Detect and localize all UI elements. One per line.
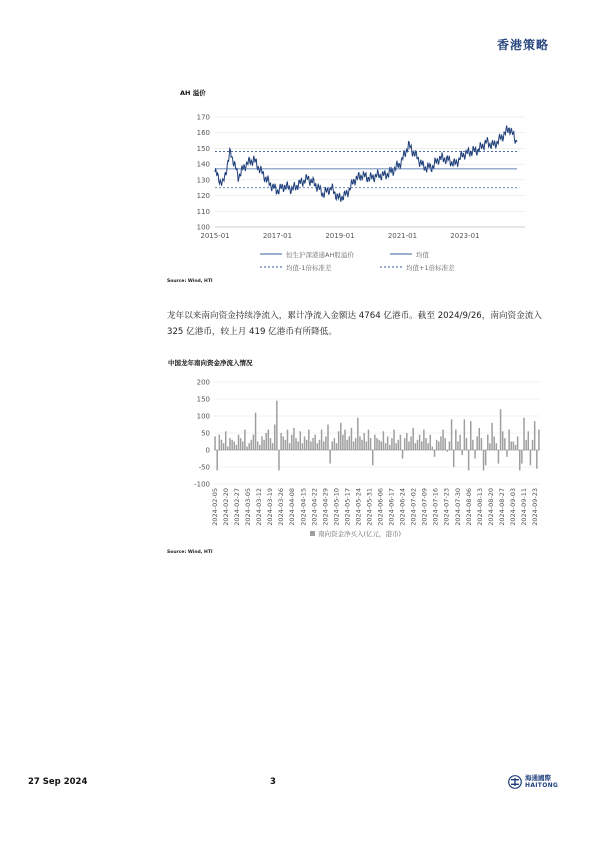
- chart2-bar: [351, 428, 352, 450]
- chart2-bar: [278, 450, 279, 470]
- chart2-bar: [470, 421, 471, 450]
- chart2-bar: [370, 438, 371, 450]
- chart2-bar: [295, 438, 296, 450]
- chart2-bar: [272, 443, 273, 450]
- chart2-bar: [444, 438, 445, 450]
- chart2-bar: [474, 450, 475, 459]
- chart2-bar: [506, 450, 507, 457]
- chart2-bar: [476, 436, 477, 450]
- ah-premium-chart: [185, 105, 530, 295]
- chart2-bar: [496, 443, 497, 450]
- chart2-bar: [251, 440, 252, 450]
- chart1-ytick-label: 150: [196, 144, 210, 153]
- chart2-source: Source: Wind, HTI: [167, 550, 213, 555]
- footer-date: 27 Sep 2024: [28, 777, 88, 787]
- chart2-bar: [528, 431, 529, 450]
- chart2-bar: [274, 425, 275, 451]
- chart2-bar: [312, 438, 313, 450]
- body-paragraph: 龙年以来南向资金持续净流入，累计净流入金额达 4764 亿港币。截至 2024/9/26，南向资金流入 325 亿港币，较上月 419 亿港币有所降低。: [167, 311, 542, 337]
- chart2-bar: [485, 450, 486, 465]
- chart2-xtick-label: 2024-05-10: [332, 488, 341, 526]
- chart2-bar: [268, 430, 269, 450]
- chart1-ytick-label: 170: [196, 113, 210, 122]
- chart2-bar: [530, 450, 531, 465]
- chart2-ytick-label: 200: [196, 378, 210, 387]
- chart2-bar: [342, 435, 343, 450]
- chart2-bar: [304, 436, 305, 450]
- chart2-bar: [236, 445, 237, 450]
- chart2-bar: [219, 435, 220, 450]
- chart2-bar: [419, 435, 420, 450]
- chart2-bar: [521, 450, 522, 464]
- chart2-bar: [297, 442, 298, 451]
- chart2-xtick-label: 2024-06-24: [398, 488, 407, 526]
- chart2-bar: [408, 442, 409, 451]
- chart2-xtick-label: 2024-04-08: [288, 488, 297, 526]
- chart1-source: Source: Wind, HTI: [167, 279, 213, 284]
- chart2-bar: [427, 443, 428, 450]
- chart2-bar: [374, 435, 375, 450]
- chart2-bar: [412, 428, 413, 450]
- chart2-bar: [270, 438, 271, 450]
- chart2-bar: [285, 440, 286, 450]
- chart2-bar: [368, 430, 369, 450]
- chart2-bar: [308, 430, 309, 450]
- chart2-bar: [263, 440, 264, 450]
- chart2-bar: [293, 428, 294, 450]
- chart2-bar: [346, 440, 347, 450]
- chart2-bar: [291, 435, 292, 450]
- chart2-bar: [440, 436, 441, 450]
- chart1-legend-label: 恒生沪深港通AH股溢价: [286, 251, 354, 259]
- chart2-bar: [334, 438, 335, 450]
- chart2-bar: [449, 442, 450, 451]
- chart2-bar: [461, 450, 462, 455]
- chart2-xtick-label: 2024-06-17: [387, 488, 396, 526]
- chart2-ytick-label: 50: [201, 429, 210, 438]
- chart1-legend-label: 均值: [416, 251, 429, 259]
- chart2-xtick-label: 2024-03-19: [266, 488, 275, 526]
- chart2-bar: [532, 440, 533, 450]
- chart1-legend-label: 均值+1倍标准差: [406, 264, 455, 272]
- chart2-bar: [283, 436, 284, 450]
- chart2-bar: [519, 450, 520, 470]
- chart2-bar: [491, 423, 492, 450]
- chart2-bar: [451, 419, 452, 450]
- chart1-ytick-label: 100: [196, 223, 210, 232]
- chart2-legend-swatch: [310, 531, 315, 536]
- chart2-bar: [300, 431, 301, 450]
- chart2-bar: [242, 442, 243, 451]
- chart2-bar: [423, 430, 424, 450]
- chart2-bar: [415, 443, 416, 450]
- chart2-xtick-label: 2024-02-27: [233, 488, 242, 526]
- chart2-xtick-label: 2024-08-20: [486, 488, 495, 526]
- chart2-bar: [487, 435, 488, 450]
- chart2-bar: [221, 440, 222, 450]
- chart2-xtick-label: 2024-03-26: [277, 488, 286, 526]
- chart2-bar: [498, 450, 499, 464]
- chart2-bar: [366, 442, 367, 451]
- chart2-bar: [393, 430, 394, 450]
- chart2-xtick-label: 2024-09-11: [520, 488, 528, 526]
- chart2-bar: [402, 450, 403, 459]
- chart2-xtick-label: 2024-03-12: [255, 488, 264, 526]
- chart1-series-ah-premium: [215, 126, 517, 202]
- chart1-xtick-label: 2021-01: [387, 232, 418, 240]
- chart2-bar: [265, 433, 266, 450]
- chart2-bar: [376, 438, 377, 450]
- chart2-bar: [479, 428, 480, 450]
- chart2-bar: [513, 442, 514, 451]
- chart2-bar: [327, 425, 328, 451]
- chart2-legend-label: 南向资金净买入(亿元，港币): [318, 530, 402, 538]
- chart2-bar: [302, 443, 303, 450]
- chart2-xtick-label: 2024-04-15: [299, 488, 308, 526]
- chart2-bar: [385, 443, 386, 450]
- chart2-bar: [468, 450, 469, 470]
- chart2-xtick-label: 2024-09-23: [531, 488, 539, 526]
- chart2-bar: [504, 438, 505, 450]
- chart2-xtick-label: 2024-03-05: [244, 488, 253, 526]
- chart2-xtick-label: 2024-04-29: [321, 488, 330, 526]
- chart2-bar: [472, 440, 473, 450]
- chart2-bar: [525, 440, 526, 450]
- chart2-bar: [306, 440, 307, 450]
- chart2-bar: [259, 445, 260, 450]
- header-section-title: 香港策略: [496, 38, 549, 52]
- chart2-ytick-label: 150: [196, 395, 210, 404]
- chart2-bar: [508, 430, 509, 450]
- chart2-xtick-label: 2024-07-30: [453, 488, 462, 526]
- chart2-bar: [321, 430, 322, 450]
- chart2-bar: [338, 431, 339, 450]
- chart2-bar: [214, 436, 215, 450]
- chart2-bar: [280, 433, 281, 450]
- chart2-bar: [389, 445, 390, 450]
- chart2-bar: [372, 450, 373, 465]
- chart2-bar: [536, 450, 537, 469]
- chart2-bar: [381, 442, 382, 451]
- chart2-bar: [231, 440, 232, 450]
- chart2-ytick-label: -50: [198, 463, 210, 472]
- chart2-bar: [447, 450, 448, 452]
- chart2-bar: [289, 443, 290, 450]
- chart2-bar: [363, 433, 364, 450]
- chart2-bar: [383, 431, 384, 450]
- chart2-bar: [400, 435, 401, 450]
- chart2-bar: [453, 450, 454, 467]
- logo-cn-text: 海通國際: [525, 774, 551, 782]
- chart2-bar: [319, 440, 320, 450]
- chart2-bar: [436, 440, 437, 450]
- chart2-bar: [248, 443, 249, 450]
- chart2-bar: [223, 443, 224, 450]
- chart1-xtick-label: 2019-01: [325, 232, 355, 240]
- chart2-bar: [398, 440, 399, 450]
- chart2-bar: [253, 435, 254, 450]
- chart2-bar: [404, 438, 405, 450]
- chart2-xtick-label: 2024-05-31: [365, 488, 374, 526]
- haitong-logo-icon: [508, 775, 522, 789]
- chart2-bar: [387, 436, 388, 450]
- chart2-xtick-label: 2024-02-20: [222, 488, 230, 526]
- chart2-bar: [276, 401, 277, 450]
- chart2-bar: [425, 438, 426, 450]
- chart2-bar: [395, 443, 396, 450]
- chart2-xtick-label: 2024-07-02: [409, 488, 418, 526]
- chart2-bar: [481, 438, 482, 450]
- chart2-bar: [314, 435, 315, 450]
- chart2-bar: [246, 447, 247, 450]
- chart2-bar: [227, 447, 228, 450]
- chart2-bar: [340, 423, 341, 450]
- chart2-bar: [349, 436, 350, 450]
- chart2-bar: [534, 421, 535, 450]
- chart2-bar: [434, 450, 435, 457]
- chart2-xtick-label: 2024-05-24: [354, 488, 363, 526]
- chart2-bar: [489, 443, 490, 450]
- chart2-bar: [438, 442, 439, 451]
- chart1-ytick-label: 140: [196, 160, 210, 169]
- chart2-bar: [355, 438, 356, 450]
- chart2-bar: [344, 430, 345, 450]
- chart2-xtick-label: 2024-09-03: [508, 488, 517, 526]
- chart2-bar: [329, 450, 330, 464]
- chart2-bar: [234, 442, 235, 451]
- chart2-bar: [442, 430, 443, 450]
- chart2-bar: [255, 413, 256, 450]
- chart2-bar: [466, 438, 467, 450]
- chart2-xtick-label: 2024-07-16: [431, 488, 440, 526]
- chart2-bar: [502, 431, 503, 450]
- chart2-bar: [317, 443, 318, 450]
- chart2-bar: [225, 431, 226, 450]
- chart2-bar: [310, 442, 311, 451]
- chart2-bar: [216, 450, 217, 470]
- chart2-bar: [538, 430, 539, 450]
- chart2-bar: [359, 436, 360, 450]
- chart2-xtick-label: 2024-05-17: [343, 488, 352, 526]
- chart2-bar: [523, 418, 524, 450]
- chart2-bar: [500, 409, 501, 450]
- chart1-ytick-label: 120: [196, 192, 210, 201]
- chart2-bar: [378, 440, 379, 450]
- chart2-xtick-label: 2024-07-09: [420, 488, 429, 526]
- chart2-bar: [240, 438, 241, 450]
- chart2-bar: [517, 436, 518, 450]
- chart2-ytick-label: -100: [194, 480, 210, 489]
- chart2-bar: [432, 447, 433, 450]
- chart2-bar: [229, 438, 230, 450]
- chart1-xtick-label: 2023-01: [450, 232, 480, 240]
- chart2-bar: [510, 442, 511, 451]
- chart2-bar: [323, 442, 324, 451]
- chart1-ytick-label: 160: [196, 129, 210, 138]
- chart2-bar: [430, 435, 431, 450]
- chart2-bar: [261, 436, 262, 450]
- chart2-bar: [455, 430, 456, 450]
- chart2-bar: [325, 436, 326, 450]
- chart2-bar: [457, 442, 458, 451]
- chart2-bar: [357, 418, 358, 450]
- chart2-bar: [287, 430, 288, 450]
- chart2-bar: [332, 442, 333, 451]
- chart1-xtick-label: 2017-01: [262, 232, 293, 240]
- chart2-xtick-label: 2024-04-22: [310, 488, 319, 526]
- chart2-xtick-label: 2024-08-27: [497, 488, 506, 526]
- chart2-bar: [391, 438, 392, 450]
- page-number: 3: [270, 777, 276, 787]
- chart2-bar: [515, 445, 516, 450]
- chart2-bar: [238, 435, 239, 450]
- chart2-title: 中国龙年南向资金净流入情况: [168, 359, 253, 367]
- chart2-xtick-label: 2024-02-05: [211, 488, 219, 526]
- chart2-xtick-label: 2024-08-06: [464, 488, 473, 526]
- chart2-bar: [257, 442, 258, 451]
- chart2-bar: [410, 436, 411, 450]
- southbound-flow-chart: [182, 373, 547, 548]
- chart2-ytick-label: 100: [196, 412, 210, 421]
- chart2-xtick-label: 2024-08-13: [475, 488, 484, 526]
- chart1-title: AH 溢价: [180, 89, 206, 97]
- chart2-xtick-label: 2024-07-23: [442, 488, 451, 526]
- chart2-bar: [464, 419, 465, 450]
- chart2-bar: [244, 430, 245, 450]
- chart2-bar: [459, 435, 460, 450]
- chart2-ytick-label: 0: [205, 446, 210, 455]
- logo-en-text: HAITONG: [525, 782, 559, 789]
- chart1-ytick-label: 130: [196, 176, 210, 185]
- chart2-xtick-label: 2024-06-06: [376, 488, 385, 526]
- chart2-bar: [361, 440, 362, 450]
- chart1-ytick-label: 110: [196, 207, 210, 216]
- haitong-logo: [508, 773, 558, 793]
- chart2-bar: [493, 436, 494, 450]
- chart2-bar: [421, 442, 422, 451]
- chart1-xtick-label: 2015-01: [200, 232, 230, 240]
- chart2-bar: [406, 433, 407, 450]
- chart2-bar: [353, 442, 354, 451]
- chart2-bar: [336, 443, 337, 450]
- chart2-bar: [417, 440, 418, 450]
- chart2-bar: [483, 450, 484, 470]
- chart1-legend-label: 均值-1倍标准差: [286, 264, 332, 272]
